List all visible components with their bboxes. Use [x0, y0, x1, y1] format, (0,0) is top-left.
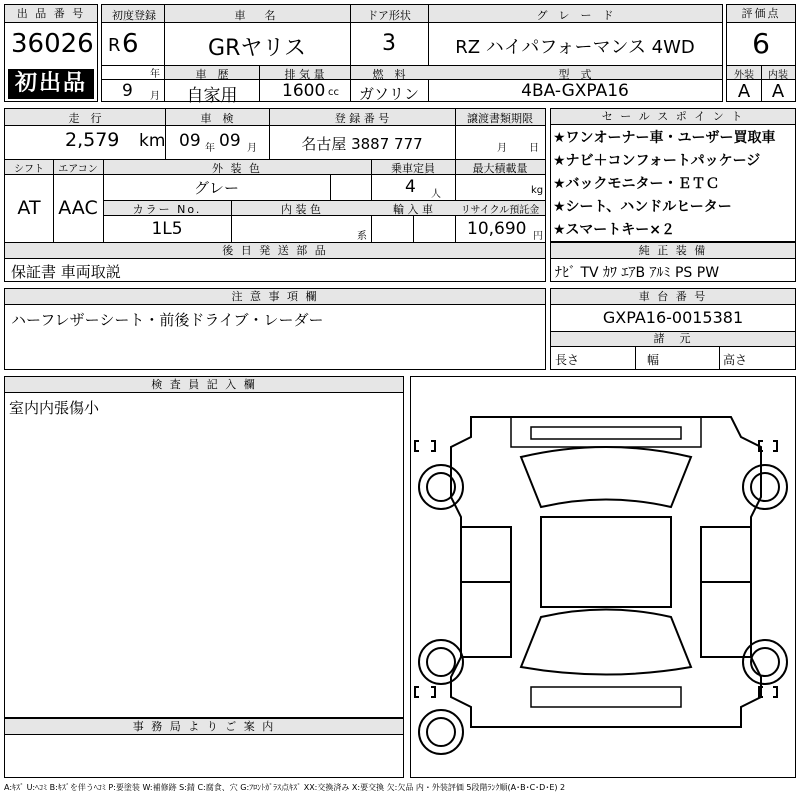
- chassis-label: 車 台 番 号: [551, 289, 795, 305]
- plate-label: 登 録 番 号: [334, 112, 390, 125]
- fuel-value: ガソリン: [358, 85, 419, 103]
- chassis-box: [550, 288, 796, 370]
- mileage-value: 2,579: [65, 129, 120, 151]
- first-reg-month: 9: [122, 81, 133, 101]
- ext-score-label: 外装: [734, 70, 754, 81]
- first-reg-year-unit: 年: [150, 69, 160, 80]
- recycle-unit: 円: [533, 231, 543, 242]
- later-parts-box: [4, 242, 546, 282]
- transfer-month-unit: 月: [497, 143, 507, 154]
- car-name-label: 車 名: [234, 9, 280, 22]
- load-label: 最大積載量: [472, 162, 528, 175]
- ext-score: A: [737, 81, 751, 102]
- score-label: 評価点: [727, 5, 795, 23]
- car-diagram-box: [410, 376, 796, 778]
- specs-label: 諸 元: [551, 332, 795, 346]
- sales-point: ★スマートキー×２: [553, 222, 676, 238]
- inspector-box: [4, 376, 404, 718]
- spec-length-label: 長さ: [555, 353, 580, 367]
- history-value: 自家用: [186, 86, 238, 106]
- sales-point: ★シート、ハンドルヒーター: [553, 199, 732, 215]
- spec-height-label: 高さ: [723, 353, 748, 367]
- sales-points-label: セ ー ル ス ポ イ ン ト: [551, 109, 795, 125]
- damage-legend: A:ｷｽﾞ U:ﾍｺﾐ B:ｷｽﾞを伴うﾍｺﾐ P:要塗装 W:補修跡 S:錆 C:腐食、穴 G:ﾌﾛﾝﾄｶﾞﾗｽ点ｷｽﾞ XX:交換済み X:要交換 欠:欠品 内・外装評価 5段階ﾗﾝｸ順(A･B･C･D･E) 2: [4, 783, 566, 792]
- model-value: 4BA-GXPA16: [521, 81, 629, 101]
- displacement-label: 排 気 量: [284, 68, 325, 81]
- notes-value: ハーフレザーシート・前後ドライブ・レーダー: [11, 311, 324, 329]
- sales-points-box: [550, 108, 796, 242]
- first-reg-label: 初度登録: [112, 9, 156, 22]
- recycle-value: 10,690: [467, 219, 527, 239]
- inspector-label: 検 査 員 記 入 欄: [5, 377, 403, 393]
- lot-box: [4, 4, 98, 102]
- first-reg-era: R: [108, 35, 121, 56]
- inspection-month: 09: [219, 131, 241, 151]
- history-label: 車 歴: [195, 68, 229, 81]
- first-reg-month-unit: 月: [150, 91, 160, 102]
- ac-label: エアコン: [58, 164, 98, 175]
- grade-value: RZ ハイパフォーマンス 4WD: [455, 37, 695, 58]
- score-value: 6: [752, 27, 770, 60]
- grade-label: グ レ ー ド: [536, 9, 614, 22]
- int-color-label: 内 装 色: [281, 203, 321, 216]
- notes-label: 注 意 事 項 欄: [5, 289, 545, 305]
- inspector-note: 室内内張傷小: [9, 399, 100, 417]
- transfer-day-unit: 日: [529, 143, 539, 154]
- chassis-number: GXPA16-0015381: [602, 308, 744, 327]
- shift-label: シフト: [14, 164, 44, 175]
- vehicle-header-block: [101, 4, 723, 106]
- doors-value: 3: [382, 31, 396, 56]
- ext-color-label: 外 装 色: [212, 162, 262, 175]
- inspection-year: 09: [179, 131, 201, 151]
- ext-color-value: グレー: [193, 179, 239, 197]
- model-label: 型 式: [558, 68, 592, 81]
- notes-box: [4, 288, 546, 370]
- import-label: 輸 入 車: [393, 203, 433, 216]
- spec-width-label: 幅: [647, 353, 660, 367]
- office-box: [4, 718, 404, 778]
- first-reg-year: 6: [122, 29, 139, 59]
- car-name: GRヤリス: [208, 36, 306, 61]
- transfer-label: 譲渡書類期限: [467, 112, 533, 125]
- car-damage-diagram: [411, 377, 795, 777]
- int-score-label: 内装: [768, 70, 788, 81]
- later-parts-label: 後 日 発 送 部 品: [5, 243, 545, 259]
- equipment-label: 純 正 装 備: [551, 243, 795, 259]
- load-unit: kg: [531, 185, 544, 196]
- office-label: 事 務 局 よ り ご 案 内: [5, 719, 403, 735]
- color-no-value: 1L5: [151, 219, 183, 239]
- doors-label: ドア形状: [367, 9, 411, 22]
- color-no-label: カラー No.: [132, 203, 202, 216]
- plate-value: 名古屋 3887 777: [301, 135, 423, 153]
- later-parts-value: 保証書 車両取説: [11, 263, 121, 281]
- inspection-label: 車 検: [200, 112, 234, 125]
- lot-label: 出 品 番 号: [5, 5, 97, 23]
- int-score: A: [771, 81, 785, 102]
- fuel-label: 燃 料: [372, 68, 406, 81]
- lot-number: 36026: [11, 29, 94, 59]
- mileage-label: 走 行: [68, 112, 102, 125]
- capacity-unit: 人: [431, 189, 441, 200]
- first-listing-badge: 初出品: [8, 69, 94, 99]
- recycle-label: リサイクル預託金: [460, 205, 540, 216]
- mileage-unit: km: [139, 131, 166, 151]
- details-block: [4, 108, 546, 244]
- displacement-value: 1600: [282, 81, 326, 101]
- capacity-label: 乗車定員: [391, 162, 435, 175]
- displacement-unit: cc: [328, 87, 339, 98]
- inspection-month-unit: 月: [247, 143, 257, 154]
- score-box: [726, 4, 796, 102]
- ac-value: AAC: [58, 197, 98, 219]
- int-color-unit: 系: [357, 231, 367, 242]
- inspection-year-unit: 年: [205, 143, 215, 154]
- sales-point: ★ワンオーナー車・ユーザー買取車: [553, 130, 776, 146]
- sales-point: ★ナビ＋コンフォートパッケージ: [553, 153, 761, 169]
- shift-value: AT: [17, 197, 41, 219]
- capacity-value: 4: [405, 177, 416, 197]
- equipment-value: ﾅﾋﾞ TV ｶﾜ ｴｱB ｱﾙﾐ PS PW: [555, 265, 720, 281]
- sales-point: ★バックモニター・ＥＴＣ: [553, 176, 720, 192]
- equipment-box: [550, 242, 796, 282]
